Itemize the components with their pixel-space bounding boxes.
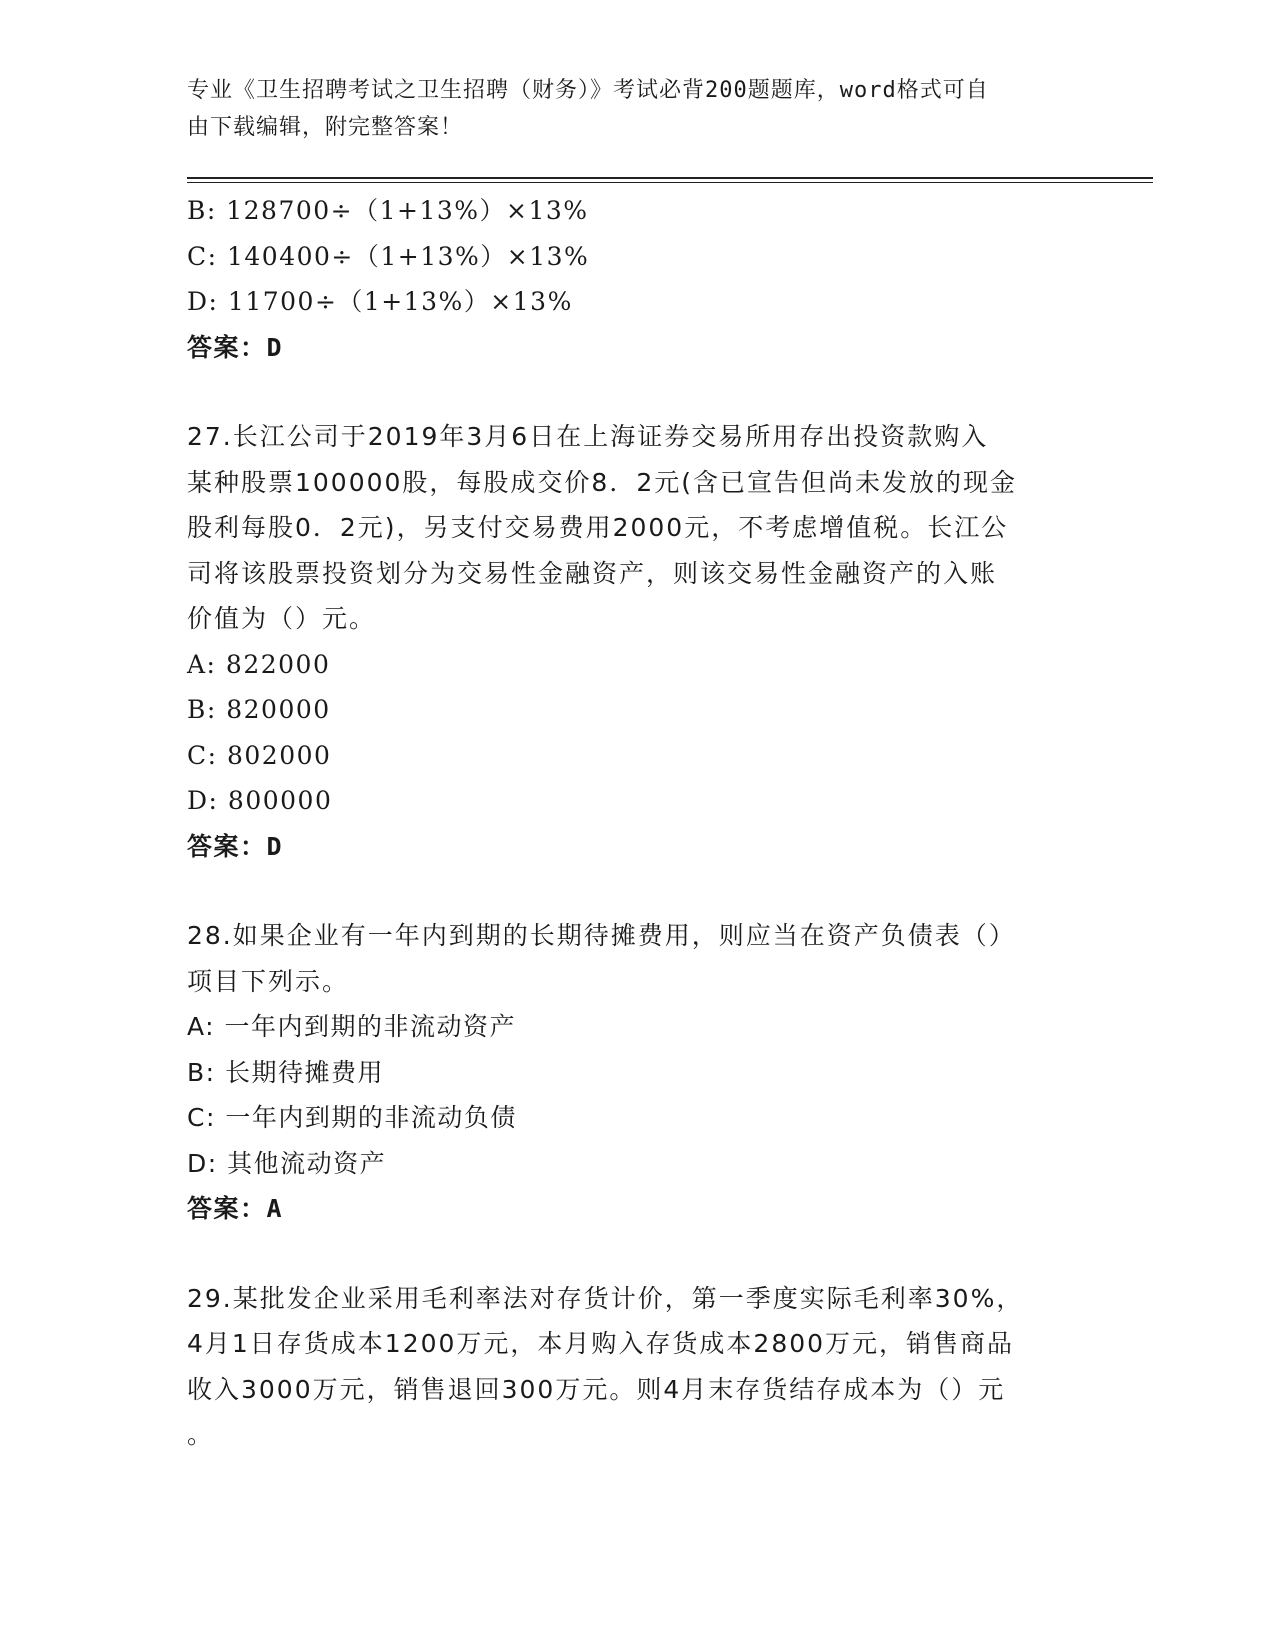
spacer — [187, 869, 1087, 913]
option-d: D: 11700÷（1+13%）×13% — [187, 287, 573, 316]
option-a: A: 822000 — [187, 649, 331, 679]
option-c: C: 一年内到期的非流动负债 — [187, 1103, 517, 1132]
question-text — [187, 1276, 1087, 1458]
question-line: 28.如果企业有一年内到期的长期待摊费用，则应当在资产负债表（） — [187, 921, 1016, 950]
question-text — [187, 913, 1087, 1004]
question-line: 股利每股0．2元)，另支付交易费用2000元，不考虑增值税。长江公 — [187, 513, 1009, 542]
option-c: C: 802000 — [187, 740, 332, 770]
question-28 — [187, 913, 1087, 1232]
spacer — [187, 1232, 1087, 1276]
answer-line: 答案：A — [187, 1194, 284, 1223]
question-line: 29.某批发企业采用毛利率法对存货计价，第一季度实际毛利率30%， — [187, 1283, 1024, 1313]
question-line: 价值为（）元。 — [187, 604, 377, 633]
option-b: B: 长期待摊费用 — [187, 1057, 385, 1087]
question-line: 某种股票100000股，每股成交价8．2元(含已宣告但尚未发放的现金 — [187, 467, 1018, 497]
question-29 — [187, 1276, 1087, 1458]
option-a: A: 一年内到期的非流动资产 — [187, 1012, 517, 1041]
option-b: B: 128700÷（1+13%）×13% — [187, 196, 589, 225]
question-line: 。 — [187, 1420, 215, 1449]
option-d: D: 其他流动资产 — [187, 1148, 387, 1178]
question-line: 项目下列示。 — [187, 966, 350, 996]
question-line: 司将该股票投资划分为交易性金融资产，则该交易性金融资产的入账 — [187, 558, 998, 588]
header-line-1: 专业《卫生招聘考试之卫生招聘（财务）》考试必背200题题库，word格式可自 — [187, 78, 989, 103]
answer-line: 答案：D — [187, 332, 284, 362]
spacer — [187, 370, 1087, 414]
question-27 — [187, 414, 1087, 869]
document-header — [187, 72, 1067, 146]
option-c: C: 140400÷（1+13%）×13% — [187, 241, 590, 271]
answer-line: 答案：D — [187, 831, 284, 861]
question-text — [187, 414, 1087, 642]
document-body — [187, 188, 1087, 1458]
question-line: 收入3000万元，销售退回300万元。则4月末存货结存成本为（）元 — [187, 1374, 1006, 1404]
header-divider-thin — [187, 182, 1153, 183]
header-line-2: 由下载编辑，附完整答案！ — [187, 115, 464, 140]
option-d: D: 800000 — [187, 786, 333, 815]
question-26-continuation — [187, 188, 1087, 370]
question-line: 27.长江公司于2019年3月6日在上海证券交易所用存出投资款购入 — [187, 422, 989, 451]
header-divider-thick — [187, 177, 1153, 179]
question-line: 4月1日存货成本1200万元，本月购入存货成本2800万元，销售商品 — [187, 1329, 1015, 1358]
option-b: B: 820000 — [187, 695, 331, 724]
